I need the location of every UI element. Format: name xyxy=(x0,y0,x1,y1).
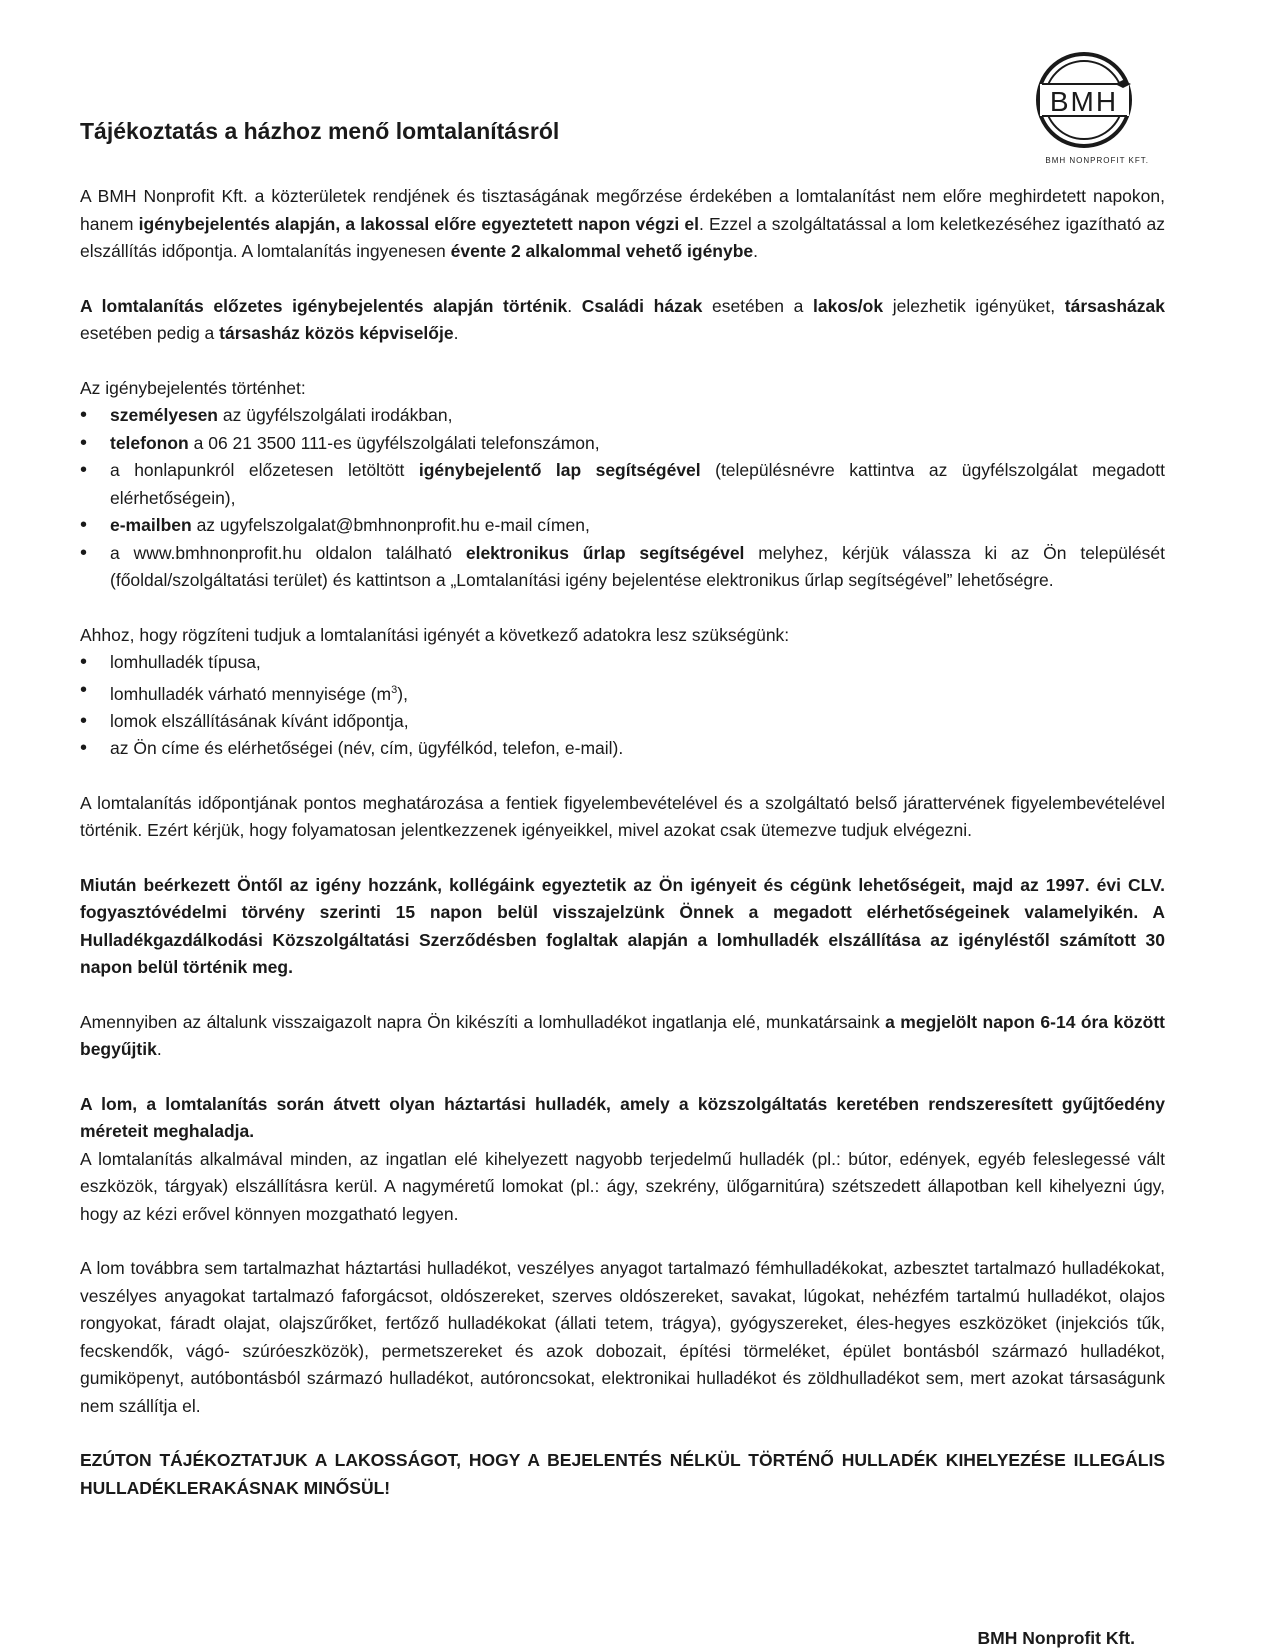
definition-paragraph: A lomtalanítás alkalmával minden, az ingatlan elé kihelyezett nagyobb terjedelmű hulladék (pl.: bútor, edények, egyéb feleslegessé vált eszközök, tárgyak) elszállításra kerül. A nagyméretű lomokat (pl.: ágy, szekrény, ülőgarnitúra) szétszedett állapotban kell kihelyezni úgy, hogy az kézi erővel könnyen mozgatható legyen. xyxy=(80,1148,1165,1224)
exclusions-paragraph: A lom továbbra sem tartalmazhat háztartási hulladékot, veszélyes anyagot tartalmazó fémhulladékokat, azbesztet tartalmazó hulladékokat, veszélyes anyagokat tartalmazó faforgácsot, oldószereket, szerves oldószereket, savakat, lúgokat, nehézfém tartalmú hulladékot, olajos rongyokat, fáradt olajat, olajszűrőket, fertőző hulladékokat (állati tetem, trágya), gyógyszereket, éles-hegyes eszközöket (injekciós tűk, fecskendők, vágó- szúróeszközök), permetszereket és azok dobozait, építési törmeléket, épület bontásból származó hulladékot, gumiköpenyt, autóbontásból származó hulladékot, autóroncsokat, elektronikai hulladékot és zöldhulladékot sem, mert azokat társaságunk nem szállítja el. xyxy=(80,1258,1165,1416)
list-item: • lomhulladék várható mennyisége $(m^3)$, xyxy=(110,677,1165,708)
list-item: • személyesen az ügyfélszolgálati irodákban, xyxy=(110,402,1165,430)
page-title: Tájékoztatás a házhoz menő lomtalanításról xyxy=(80,118,560,144)
document-page xyxy=(80,0,1165,1650)
list-item: • telefonon a 06 21 3500 111-es ügyfélszolgálati telefonszámon, xyxy=(110,430,1165,458)
signature: BMH Nonprofit Kft. xyxy=(977,1628,1135,1648)
bmh-logo xyxy=(1012,50,1157,165)
bmh-logo-text: BMH xyxy=(1049,86,1119,117)
list-item: • a honlapunkról előzetesen letöltött igénybejelentő lap segítségével (településnévre kattintva az ügyfélszolgálat megadott elérhetőségein), xyxy=(110,457,1165,512)
contact-intro: Az igénybejelentés történhet: xyxy=(80,377,306,398)
bmh-logo-icon xyxy=(1032,50,1137,150)
request-paragraph: A lomtalanítás előzetes igénybejelentés alapján történik. Családi házak esetében a lakos/ok jelezhetik igényüket, társasházak esetében pedig a társasház közös képviselője. xyxy=(80,295,1166,343)
scheduling-paragraph: A lomtalanítás időpontjának pontos meghatározása a fentiek figyelembevételével és a szolgáltató belső járattervének figyelembevételével történik. Ezért kérjük, hogy folyamatosan jelentkezzenek igényeikkel, mivel azokat csak ütemezve tudjuk elvégezni. xyxy=(80,792,1165,841)
logo-caption: BMH NONPROFIT KFT. xyxy=(1045,156,1149,165)
contact-list xyxy=(80,402,1165,595)
warning-paragraph: EZÚTON TÁJÉKOZTATJUK A LAKOSSÁGOT, HOGY A BEJELENTÉS NÉLKÜL TÖRTÉNŐ HULLADÉK KIHELYEZÉSE ILLEGÁLIS HULLADÉKLERAKÁSNAK MINŐSÜL! xyxy=(80,1450,1165,1498)
intro-paragraph: A BMH Nonprofit Kft. a közterületek rendjének és tisztaságának megőrzése érdekében a lomtalanítást nem előre meghirdetett napokon, hanem igénybejelentés alapján, a lakossal előre egyeztetett napon végzi el. Ezzel a szolgáltatással a lom keletkezéséhez igazítható az elszállítás időpontja. A lomtalanítás ingyenesen évente 2 alkalommal vehető igénybe. xyxy=(80,186,1166,261)
list-item: • lomok elszállításának kívánt időpontja, xyxy=(110,708,1165,736)
data-intro: Ahhoz, hogy rögzíteni tudjuk a lomtalanítási igényét a következő adatokra lesz szükségünk: xyxy=(80,624,790,645)
list-item: • a www.bmhnonprofit.hu oldalon található elektronikus űrlap segítségével melyhez, kérjük válassza ki az Ön települését (főoldal/szolgáltatási terület) és kattintson a „Lomtalanítási igény bejelentése elektronikus űrlap segítségével” lehetőségre. xyxy=(110,540,1165,595)
confirmation-paragraph: Miután beérkezett Öntől az igény hozzánk, kollégáink egyeztetik az Ön igényeit és cégünk lehetőségeit, majd az 1997. évi CLV. fogyasztóvédelmi törvény szerinti 15 napon belül visszajelzünk Önnek a megadott elérhetőségeinek valamelyikén. A Hulladékgazdálkodási Közszolgáltatási Szerződésben foglaltak alapján a lomhulladék elszállítása az igényléstől számított 30 napon belül történik meg. xyxy=(80,874,1165,978)
list-item: • az Ön címe és elérhetőségei (név, cím, ügyfélkód, telefon, e-mail). xyxy=(110,735,1165,763)
definition-heading: A lom, a lomtalanítás során átvett olyan háztartási hulladék, amely a közszolgáltatás keretében rendszeresített gyűjtőedény méreteit meghaladja. xyxy=(80,1093,1165,1142)
collection-paragraph: Amennyiben az általunk visszaigazolt napra Ön kikészíti a lomhulladékot ingatlanja elé, munkatársaink a megjelölt napon 6-14 óra között begyűjtik. xyxy=(80,1011,1165,1060)
list-item: • e-mailben az ugyfelszolgalat@bmhnonprofit.hu e-mail címen, xyxy=(110,512,1165,540)
list-item: • lomhulladék típusa, xyxy=(110,649,1165,677)
document-body xyxy=(80,183,1165,1529)
data-list xyxy=(80,649,1165,763)
